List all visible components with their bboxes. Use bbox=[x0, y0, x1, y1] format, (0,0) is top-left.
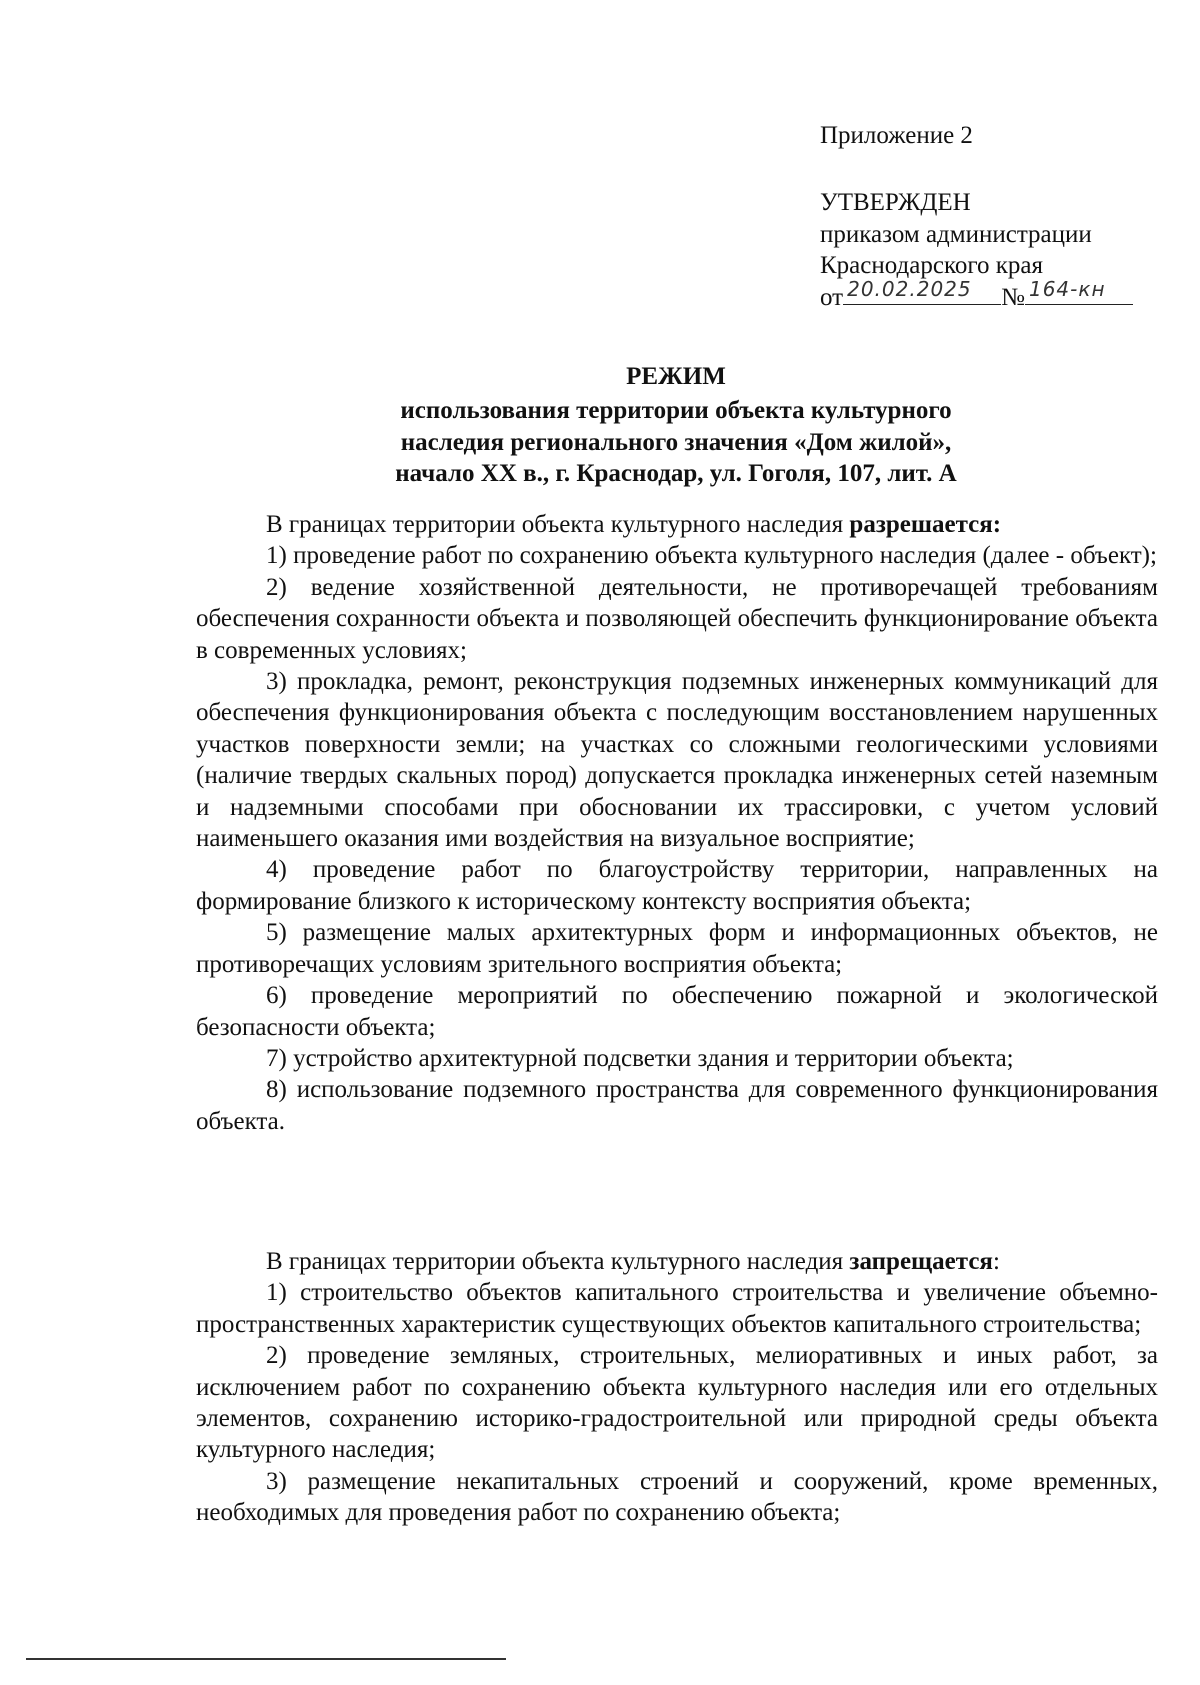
annex-label: Приложение 2 bbox=[820, 122, 973, 149]
forbidden-intro-tail: : bbox=[992, 1248, 1000, 1275]
title-line-1: РЕЖИМ bbox=[626, 363, 726, 390]
section-forbidden bbox=[196, 1246, 1158, 1529]
region-line: Краснодарского края bbox=[820, 252, 1043, 280]
list-item: 1) строительство объектов капитального строительства и увеличение объемно-пространственных характеристик существующих объектов капитального строительства; bbox=[196, 1279, 1158, 1338]
number-prefix: № bbox=[1001, 283, 1025, 311]
approval-block bbox=[820, 120, 1190, 313]
list-item: 4) проведение работ по благоустройству территории, направленных на формирование близкого к историческому контексту восприятия объекта; bbox=[196, 856, 1158, 915]
allowed-intro-text: В границах территории объекта культурного наследия bbox=[266, 511, 850, 538]
date-number-line bbox=[820, 277, 1190, 313]
forbidden-intro-text: В границах территории объекта культурного наследия bbox=[266, 1248, 850, 1275]
number-handwritten: 164-кн bbox=[1028, 277, 1106, 302]
date-handwritten: 20.02.2025 bbox=[847, 277, 972, 302]
list-item: 3) размещение некапитальных строений и сооружений, кроме временных, необходимых для проведения работ по сохранению объекта; bbox=[196, 1467, 1158, 1527]
list-item: 5) размещение малых архитектурных форм и информационных объектов, не противоречащих условиям зрительного восприятия объекта; bbox=[196, 919, 1158, 978]
allowed-intro-bold: разрешается: bbox=[849, 511, 1002, 538]
title-line-4: начало XX в., г. Краснодар, ул. Гоголя, 107, лит. А bbox=[395, 460, 957, 488]
list-item: 8) использование подземного пространства для современного функционирования объекта. bbox=[196, 1076, 1158, 1135]
document-title bbox=[196, 361, 1156, 490]
list-item: 1) проведение работ по сохранению объекта культурного наследия (далее - объект); bbox=[266, 542, 1157, 570]
allowed-intro bbox=[196, 509, 1158, 540]
title-line-2: использования территории объекта культурного bbox=[400, 397, 952, 425]
approved-label: УТВЕРЖДЕН bbox=[820, 189, 971, 217]
list-item: 7) устройство архитектурной подсветки здания и территории объекта; bbox=[266, 1044, 1014, 1072]
title-line-3: наследия регионального значения «Дом жилой», bbox=[400, 428, 952, 456]
footer-rule bbox=[26, 1658, 506, 1660]
date-field bbox=[843, 277, 1001, 305]
forbidden-intro bbox=[196, 1246, 1158, 1277]
number-field bbox=[1025, 277, 1133, 305]
list-item: 6) проведение мероприятий по обеспечению пожарной и экологической безопасности объекта; bbox=[196, 982, 1158, 1041]
date-prefix: от bbox=[820, 283, 844, 311]
list-item: 3) прокладка, ремонт, реконструкция подземных инженерных коммуникаций для обеспечения функционирования объекта с последующим восстановлением нарушенных участков поверхности земли; на участках со сложными геологическими условиями (наличие твердых скальных пород) допускается прокладка инженерных сетей наземным и надземными способами при обосновании их трассировки, с учетом условий наименьшего оказания ими воздействия на визуальное восприятие; bbox=[196, 668, 1158, 853]
list-item: 2) проведение земляных, строительных, мелиоративных и иных работ, за исключением работ по сохранению объекта культурного наследия или его отдельных элементов, сохранению историко-градостроительной или природной среды объекта культурного наследия; bbox=[196, 1342, 1158, 1464]
section-allowed bbox=[196, 509, 1158, 1137]
order-line: приказом администрации bbox=[820, 220, 1092, 248]
list-item: 2) ведение хозяйственной деятельности, не противоречащей требованиям обеспечения сохранности объекта и позволяющей обеспечить функционирование объекта в современных условиях; bbox=[196, 573, 1158, 664]
forbidden-intro-bold: запрещается bbox=[849, 1248, 993, 1275]
